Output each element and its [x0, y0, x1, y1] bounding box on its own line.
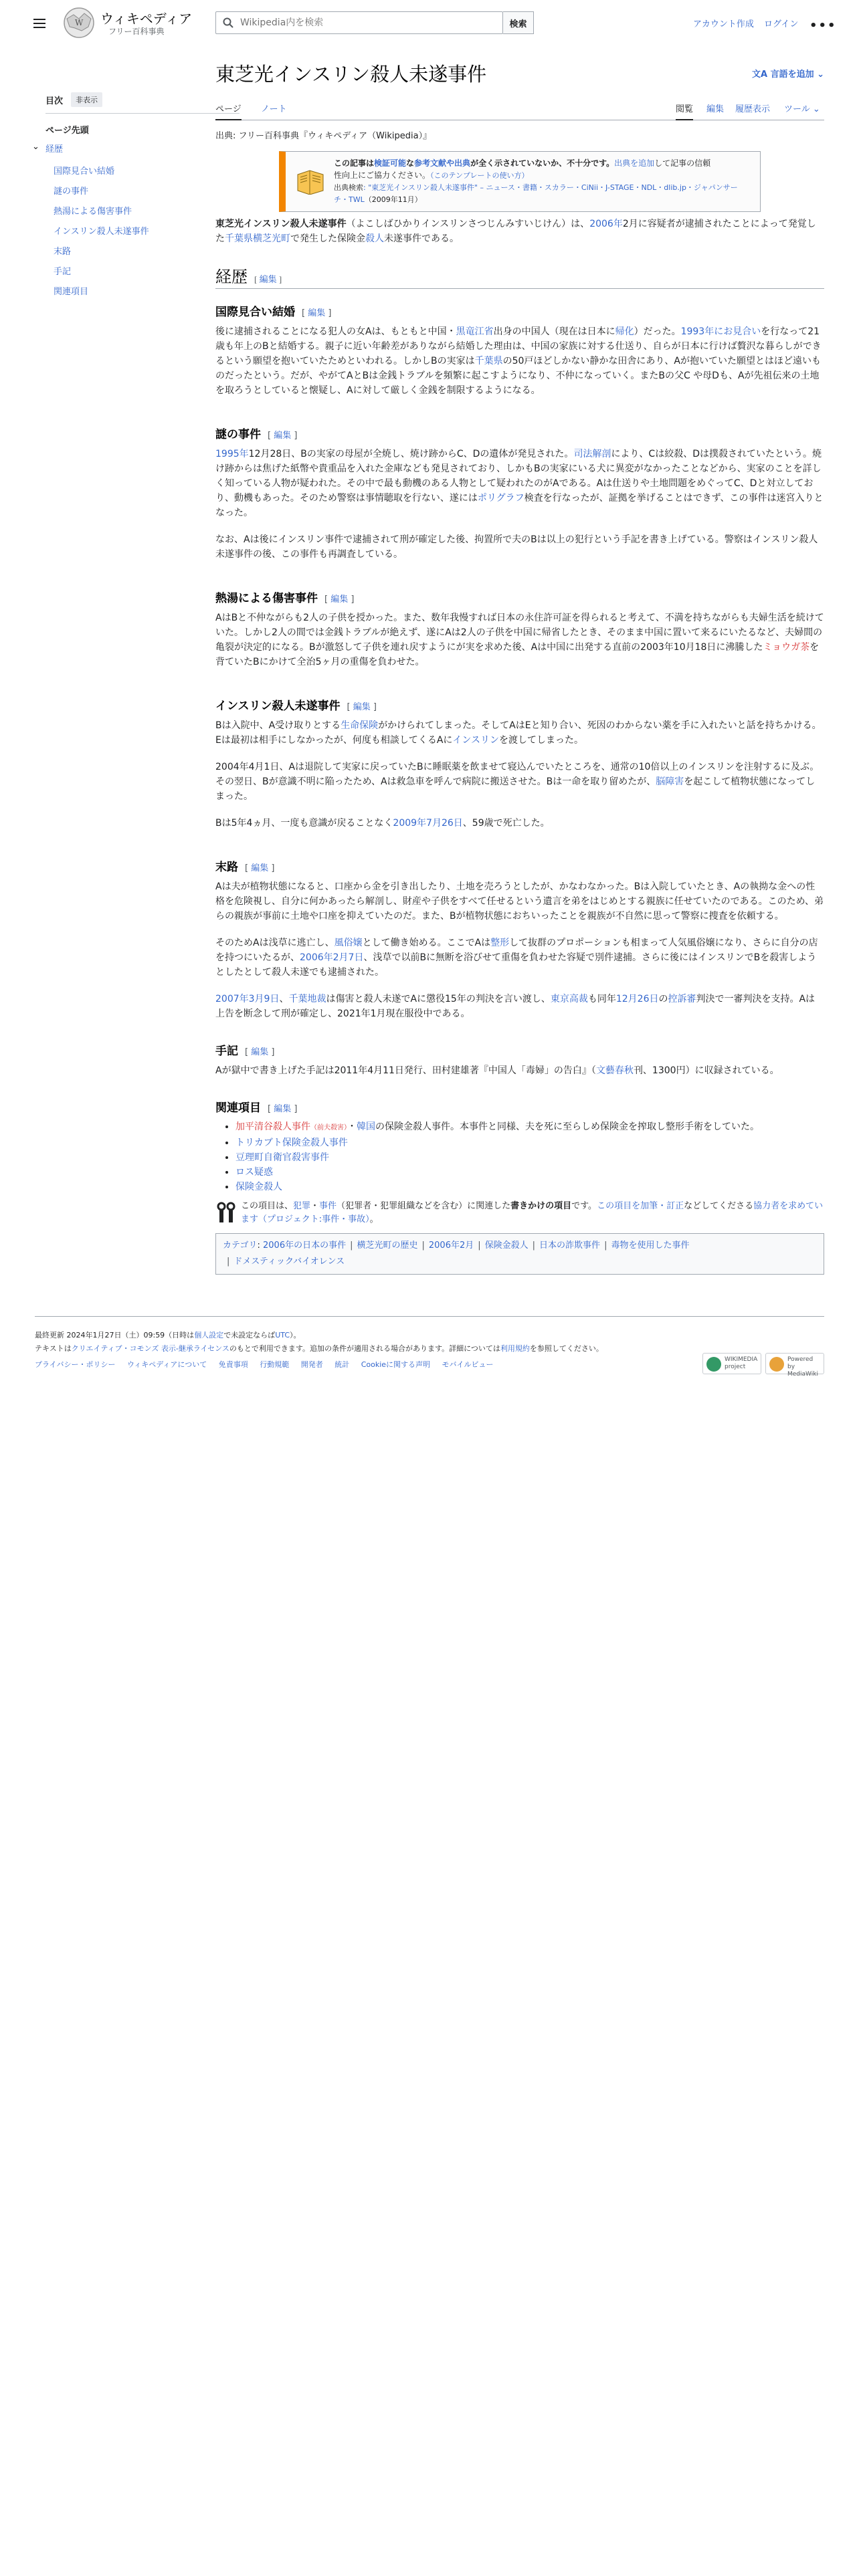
- link[interactable]: 黒竜江省: [456, 326, 494, 337]
- text: 、59歳で死亡した。: [462, 818, 550, 829]
- link[interactable]: 2006年2月7日: [300, 952, 364, 963]
- footer-link[interactable]: 行動規範: [260, 1360, 290, 1369]
- footer-link[interactable]: プライバシー・ポリシー: [35, 1360, 116, 1369]
- footer-link[interactable]: 開発者: [300, 1360, 323, 1369]
- stub-bold: 書きかけの項目: [510, 1201, 572, 1211]
- handcuffs-icon: [215, 1201, 237, 1224]
- paragraph: Aは夫が植物状態になると、口座から金を引き出したり、土地を売ろうとしたが、かなわなかった。Bは入院していたとき、Aの執拗な金への性格を危険視し、自分に何かあったら解剖し、財産や子供をすべて任せるという遺言を弟をはじめとする親族に任せていたのである。このため、弟らの親族が事前に土地や口座を抑えていたのだ。また、Bが植物状態におちいったことを親族が不自然に思って警察に捜査を依頼する。: [215, 881, 824, 922]
- link[interactable]: 協力者を求めています: [241, 1201, 824, 1224]
- list-item: [235, 1180, 824, 1194]
- lead-text: （よこしばひかりインスリンさつじんみすいじけん）は、: [346, 219, 590, 229]
- heading-text: 国際見合い結婚: [215, 306, 295, 319]
- text: の保険金殺人事件。本事件と同様、夫を死に至らしめ保険金を搾取し整形手術をしていた。: [375, 1121, 759, 1132]
- text: 、浅草で以前Bに無断を浴びせて重傷を負わせた容疑で別件逮捕。さらに後にはインスリンでBを殺害しようとしたとして殺人未遂でも逮捕された。: [215, 952, 817, 978]
- text: Aが獄中で書き上げた手記は2011年4月11日発行、田村建雄著『中国人「毒婦」の告白』（: [215, 1065, 596, 1076]
- link[interactable]: 1995年: [215, 449, 249, 459]
- link[interactable]: 生命保険: [341, 720, 379, 731]
- badge-text: WIKIMEDIA project: [725, 1356, 758, 1370]
- page-title: 東芝光インスリン殺人未遂事件: [215, 64, 487, 86]
- paragraph: [215, 936, 824, 980]
- text: です。: [571, 1201, 597, 1211]
- category-links: カテゴリ: 2006年の日本の事件 | 横芝光町の歴史 | 2006年2月 | 保険金殺人 | 日本の詐欺事件 | 毒物を使用した事件 | ドメスティックバイオレンス: [215, 1233, 824, 1275]
- edit-section-link[interactable]: 編集: [308, 308, 326, 318]
- heading-text: 末路: [215, 861, 238, 874]
- subsection-heading: インスリン殺人未遂事件 [ 編集 ]: [215, 700, 377, 713]
- source-search-links-2[interactable]: チ・TWL: [334, 195, 365, 204]
- text: として働き始める。ここでAは: [362, 938, 491, 948]
- notice-text-g: して記事の信頼: [654, 158, 711, 168]
- toc-item-kanren[interactable]: 関連項目: [54, 287, 89, 297]
- toc-divider: [45, 113, 240, 114]
- link[interactable]: 文藝春秋: [595, 1065, 634, 1076]
- add-source-link[interactable]: 出典を追加: [614, 158, 655, 168]
- toc-item-keireki[interactable]: [32, 142, 240, 156]
- main-menu-button[interactable]: [29, 13, 50, 33]
- chevron-down-icon[interactable]: ⌄: [32, 142, 39, 152]
- edit-section-link[interactable]: 編集: [274, 1104, 292, 1114]
- text: を行なって21歳も年上のBと結婚する。親子に近い年齢差がありながら結婚した理由は、中国の家族に対する仕送り、自らが日本に行けば贅沢な暮らしができるという願望を抱いていたためといわれる。しかしBの実家は: [215, 326, 822, 366]
- text: がかけられてしまった。そしてAはEと知り合い、死因のわからない薬を手に入れたいと話を持ちかける。Eは最初は相手にしなかったが、何度も相談してくるAに: [215, 720, 822, 746]
- toc-item-matsuro[interactable]: 末路: [54, 247, 72, 257]
- toc-item-kokusai[interactable]: 国際見合い結婚: [54, 167, 115, 177]
- footer-link[interactable]: 統計: [335, 1360, 350, 1369]
- subsection-heading: 熱湯による傷害事件 [ 編集 ]: [215, 592, 355, 605]
- text: 出身の中国人（現在は日本に: [493, 326, 615, 337]
- text: Bは5年4ヵ月、一度も意識が戻ることなく: [215, 818, 393, 829]
- link[interactable]: 帰化: [615, 326, 634, 337]
- tab-page[interactable]: ページ: [215, 102, 242, 120]
- link[interactable]: 司法解剖: [573, 449, 611, 459]
- link[interactable]: トリカブト保険金殺人事件: [235, 1138, 348, 1148]
- link[interactable]: 豆理町自衛官殺害事件: [235, 1152, 329, 1163]
- search-icon: [223, 17, 233, 28]
- heading-text: 手記: [215, 1045, 238, 1058]
- tab-tools[interactable]: ツール ⌄: [784, 104, 820, 114]
- text: の50戸ほどしかない静かな田舎にあり、Aが抱いていた願望とはほど遠いものだったという。だが、やがてAとBは金銭トラブルを頻繁に起こすようになり、不仲になっていく。またBの父C や母Dも、Aが先祖伝来の土地を取ろうとしていると懐疑し、Aに対して厳しく金銭を制限するようになる。: [215, 356, 821, 396]
- edit-section-link[interactable]: 編集: [251, 863, 269, 873]
- text: を渡してしまった。: [499, 735, 584, 746]
- section-heading-keireki: 経歴 [ 編集 ]: [215, 263, 824, 289]
- footer-link[interactable]: ウィキペディアについて: [126, 1360, 207, 1369]
- notice-text-c: な: [406, 158, 415, 168]
- link[interactable]: 控訴審: [668, 994, 696, 1004]
- paragraph: [215, 611, 824, 669]
- text: 12月28日、Bの実家の母屋が全焼し、焼け跡からC、Dの遺体が発見された。: [248, 449, 574, 459]
- link[interactable]: UTC: [275, 1331, 290, 1339]
- notice-text-a: この記事は: [334, 158, 375, 168]
- paragraph: [215, 447, 824, 520]
- text: 最終更新 2024年1月27日（土）09:59（日時は: [35, 1331, 195, 1339]
- lead-text: 2月に容疑者が逮捕されたことによって発覚した: [215, 219, 816, 244]
- toc-item-nazo[interactable]: 謎の事件: [54, 187, 89, 197]
- text: テキストは: [35, 1344, 72, 1353]
- logo-subtitle: フリー百科事典: [108, 27, 165, 36]
- book-icon: [295, 168, 326, 195]
- link[interactable]: 事件: [319, 1201, 337, 1211]
- text: を背ていたBにかけて全治5ヶ月の重傷を負わせた。: [215, 642, 820, 667]
- add-language-label[interactable]: 言語を追加: [770, 70, 814, 80]
- verifiability-link[interactable]: 検証可能: [374, 158, 407, 168]
- heading-text: 謎の事件: [215, 428, 261, 441]
- link[interactable]: 1993年: [680, 326, 714, 337]
- text: を参照してください。: [529, 1344, 603, 1353]
- text: 。: [369, 1214, 379, 1224]
- edit-section-link[interactable]: 編集: [259, 274, 277, 284]
- references-link[interactable]: 参考文献や出典: [414, 158, 471, 168]
- footer-link[interactable]: Cookieに関する声明: [361, 1360, 431, 1369]
- text: 後に逮捕されることになる犯人の女Aは、もともと中国・: [215, 326, 456, 337]
- link[interactable]: 利用規約: [500, 1344, 530, 1353]
- subsection-heading: 手記 [ 編集 ]: [215, 1045, 275, 1058]
- heading-text: 熱湯による傷害事件: [215, 592, 318, 605]
- link-2006[interactable]: 2006年: [589, 219, 623, 229]
- text: この項目は、: [241, 1201, 294, 1211]
- paragraph: [215, 992, 824, 1021]
- wikimedia-badge[interactable]: [702, 1353, 761, 1374]
- text: のもとで利用できます。追加の条件が適用される場合があります。詳細については: [229, 1344, 500, 1353]
- category-link[interactable]: 2006年の日本の事件: [263, 1241, 347, 1251]
- category-link[interactable]: 毒物を使用した事件: [611, 1241, 690, 1251]
- paragraph: [215, 324, 824, 398]
- login-link[interactable]: ログイン: [764, 19, 799, 29]
- table-of-contents: [32, 90, 240, 302]
- text: ）。: [290, 1331, 301, 1339]
- link[interactable]: この項目を加筆・訂正: [597, 1201, 684, 1211]
- text: そのためAは浅草に逃亡し、: [215, 938, 335, 948]
- text: 検査を行なったが、証拠を挙げることはできず、この事件は迷宮入りとなった。: [215, 493, 824, 518]
- link[interactable]: ポリグラフ: [477, 493, 524, 504]
- text: 2004年4月1日、Aは退院して実家に戻っていたBに睡眠薬を飲ませて寝込んでいたところを、通常の10倍以上のインスリンを注射するに及ぶ。その翌日、Bが意識不明に陥ったため、Aは救急車を呼んで病院に搬送させた。Bは一命を取り留めたが、: [215, 762, 820, 787]
- list-item: [235, 1119, 824, 1136]
- create-account-link[interactable]: アカウント作成: [693, 19, 754, 29]
- search-input[interactable]: [240, 15, 494, 31]
- paragraph: [215, 760, 824, 804]
- paragraph: [215, 816, 824, 831]
- search-box: [215, 11, 503, 34]
- toc-item-nettou[interactable]: 熱湯による傷害事件: [54, 207, 132, 217]
- logo-title[interactable]: ウィキペディア: [100, 11, 193, 27]
- lead-bold-title: 東芝光インスリン殺人未遂事件: [215, 219, 347, 229]
- tab-talk[interactable]: ノート: [261, 104, 287, 114]
- list-item: [235, 1136, 824, 1150]
- category-link[interactable]: 日本の詐欺事件: [539, 1241, 601, 1251]
- more-options-icon[interactable]: •••: [809, 19, 837, 33]
- link[interactable]: 12月26日: [615, 994, 659, 1004]
- source-search-label: 出典検索: [334, 183, 363, 192]
- notice-text-h: 性向上にご協力ください。: [334, 171, 431, 180]
- paragraph: [215, 1063, 824, 1078]
- text: を起こして植物状態になってしまった。: [215, 776, 816, 802]
- template-usage-link[interactable]: （このテンプレートの使い方）: [430, 171, 529, 180]
- footer-link[interactable]: 免責事項: [218, 1360, 248, 1369]
- link[interactable]: 2007年3月9日: [215, 994, 280, 1004]
- page-tabs: [215, 94, 824, 120]
- text: AはBと不仲ながらも2人の子供を授かった。また、数年我慢すれば日本の永住許可証を得られると考えて、不満を持ちながらも夫婦生活を続けていた。しかし2人の間では金銭トラブルが絶えず、遂にAは2人の子供を中国に帰省したとき、そのまま中国に置いて来るにいたるなど、夫婦間の亀裂が決定的になる。Bが激怒して子供を連れ戻すようにが実を求めた後、Aは中国に出発する直前の2003年10月18日に沸騰した: [215, 613, 824, 653]
- related-list: [235, 1119, 824, 1194]
- site-header: [0, 0, 859, 47]
- tools-label[interactable]: ツール: [784, 104, 810, 114]
- toc-title: 目次: [45, 96, 64, 106]
- red-link[interactable]: ミョウガ茶: [763, 642, 810, 653]
- red-link[interactable]: 加平清谷殺人事件: [235, 1121, 310, 1132]
- link[interactable]: 2009年7月26日: [393, 818, 463, 829]
- mediawiki-logo-icon: [769, 1357, 784, 1372]
- text: も同年: [587, 994, 616, 1004]
- wikimedia-logo-icon: [706, 1357, 721, 1372]
- heading-text: インスリン殺人未遂事件: [215, 700, 341, 713]
- text: Bは入院中、A受け取りとする: [215, 720, 341, 731]
- heading-text: 関連項目: [215, 1101, 261, 1115]
- page-footer: [35, 1316, 824, 1378]
- category-link[interactable]: 横芝光町の歴史: [357, 1241, 418, 1251]
- text: 刊、1300円）に収録されている。: [633, 1065, 779, 1076]
- lead-paragraph: [215, 217, 824, 246]
- link[interactable]: ロス疑惑: [235, 1167, 273, 1178]
- link[interactable]: 千葉地裁: [288, 994, 326, 1004]
- toc-section-label[interactable]: 経歴: [45, 144, 64, 154]
- paragraph: なお、Aは後にインスリン事件で逮捕されて刑が確定した後、拘置所で夫のBは以上の犯行という手記を書き上げている。警察はインスリン殺人未遂事件の後、この事件も再調査している。: [215, 534, 818, 560]
- text: して抜群のプロポーションも相まって人気風俗嬢になり、さらに自分の店を持つにいたるが、: [215, 938, 818, 963]
- subsection-heading: 謎の事件 [ 編集 ]: [215, 428, 298, 441]
- text: で未設定ならば: [223, 1331, 276, 1339]
- link[interactable]: 千葉県: [474, 356, 503, 366]
- tab-history[interactable]: 履歴表示: [735, 104, 771, 114]
- heading-text: 経歴: [215, 269, 248, 286]
- list-item: [235, 1165, 824, 1180]
- notice-text-e: が全く示されていないか、不十分です。: [470, 158, 615, 168]
- search-button[interactable]: 検索: [503, 11, 534, 34]
- link[interactable]: にお見合い: [714, 326, 761, 337]
- footer-link[interactable]: モバイルビュー: [442, 1360, 494, 1369]
- mediawiki-badge[interactable]: [765, 1353, 824, 1378]
- link[interactable]: 犯罪: [293, 1201, 311, 1211]
- paragraph: [215, 718, 824, 748]
- main-content: [215, 62, 824, 1275]
- text: ・: [347, 1121, 357, 1132]
- link[interactable]: 脳障害: [656, 776, 684, 787]
- stub-notice: [215, 1200, 824, 1226]
- toc-item-insulin[interactable]: インスリン殺人未遂事件: [54, 227, 149, 237]
- text: 判決で一審判決を支持。Aは上告を断念して刑が確定し、2021年1月現在服役中である。: [215, 994, 816, 1019]
- subsection-heading: 末路 [ 編集 ]: [215, 861, 275, 874]
- link-satsujin[interactable]: 殺人: [365, 233, 384, 244]
- link[interactable]: 韓国: [357, 1121, 375, 1132]
- subsection-heading: 国際見合い結婚 [ 編集 ]: [215, 306, 332, 319]
- link[interactable]: 個人設定: [194, 1331, 224, 1339]
- refimprove-notice: [279, 151, 761, 212]
- list-item: [235, 1150, 824, 1165]
- text: により、Cは絞殺、Dは撲殺されていたという。焼け跡からは焦げた紙幣や貴重品を入れた金庫なども発見されており、しかもBの実家にいる犬に異変がなかったことなどから、実家のことを詳しく知っている人物が疑われた。その中で最も動機のある人物として疑われたのがAである。Aは仕送りや土地問題をめぐってC、Dと対立しており、動機もあった。そのため警察は事情聴取を行ない、遂には: [215, 449, 822, 504]
- link[interactable]: 整形: [490, 938, 510, 948]
- text: の: [658, 994, 668, 1004]
- edit-section-link[interactable]: 編集: [251, 1047, 269, 1057]
- toc-hide-button[interactable]: 非表示: [71, 92, 102, 107]
- text: などしてくださる: [684, 1201, 754, 1211]
- source-search-links[interactable]: : "東芝光インスリン殺人未遂事件" – ニュース・書籍・スカラー・CiNii・J-STAGE・NDL・dlib.jp・ジャパンサー: [363, 183, 738, 192]
- tab-read[interactable]: 閲覧: [676, 102, 693, 120]
- svg-text:W: W: [75, 18, 84, 27]
- toc-item-top[interactable]: ページ先頭: [45, 126, 89, 136]
- link[interactable]: 東京高裁: [550, 994, 588, 1004]
- text: ・: [310, 1201, 320, 1211]
- category-link[interactable]: 保険金殺人: [484, 1241, 529, 1251]
- lead-text: で発生した保険金: [290, 233, 365, 244]
- categories-label-link[interactable]: カテゴリ: [223, 1241, 258, 1251]
- text: ）だった。: [634, 326, 681, 337]
- text: 、: [279, 994, 289, 1004]
- edit-section-link[interactable]: 編集: [330, 595, 349, 605]
- text: （犯罪者・犯罪組織などを含む）に関連した: [337, 1201, 511, 1211]
- link[interactable]: 風俗嬢: [334, 938, 363, 948]
- link[interactable]: インスリン: [452, 735, 500, 746]
- lead-text: 未遂事件である。: [384, 233, 459, 244]
- notice-date: （2009年11月）: [364, 195, 422, 204]
- link[interactable]: クリエイティブ・コモンズ 表示-継承ライセンス: [71, 1344, 229, 1353]
- source-note: 出典: フリー百科事典『ウィキペディア（Wikipedia）』: [215, 131, 432, 141]
- badge-text: Powered by MediaWiki: [787, 1356, 818, 1378]
- link[interactable]: （プロジェクト:事件・事故）: [258, 1214, 370, 1224]
- wikipedia-globe-logo[interactable]: [62, 5, 100, 40]
- category-link[interactable]: ドメスティックバイオレンス: [233, 1257, 345, 1267]
- edit-section-link[interactable]: 編集: [274, 431, 292, 441]
- add-language-button[interactable]: 文A 言語を追加 ⌄: [751, 70, 824, 80]
- edit-section-link[interactable]: 編集: [353, 702, 371, 712]
- category-link[interactable]: 2006年2月: [428, 1241, 474, 1251]
- translate-icon[interactable]: 文A: [751, 70, 771, 80]
- text: は傷害と殺人未遂でAに懲役15年の判決を言い渡し、: [326, 994, 551, 1004]
- link-yokoshibahikari[interactable]: 千葉県横芝光町: [225, 233, 290, 244]
- toc-item-shuki[interactable]: 手記: [54, 267, 72, 277]
- link[interactable]: 保険金殺人: [235, 1182, 282, 1192]
- red-link-note[interactable]: （前夫殺害）: [310, 1124, 347, 1132]
- subsection-heading: 関連項目 [ 編集 ]: [215, 1101, 298, 1115]
- tab-edit[interactable]: 編集: [706, 104, 725, 114]
